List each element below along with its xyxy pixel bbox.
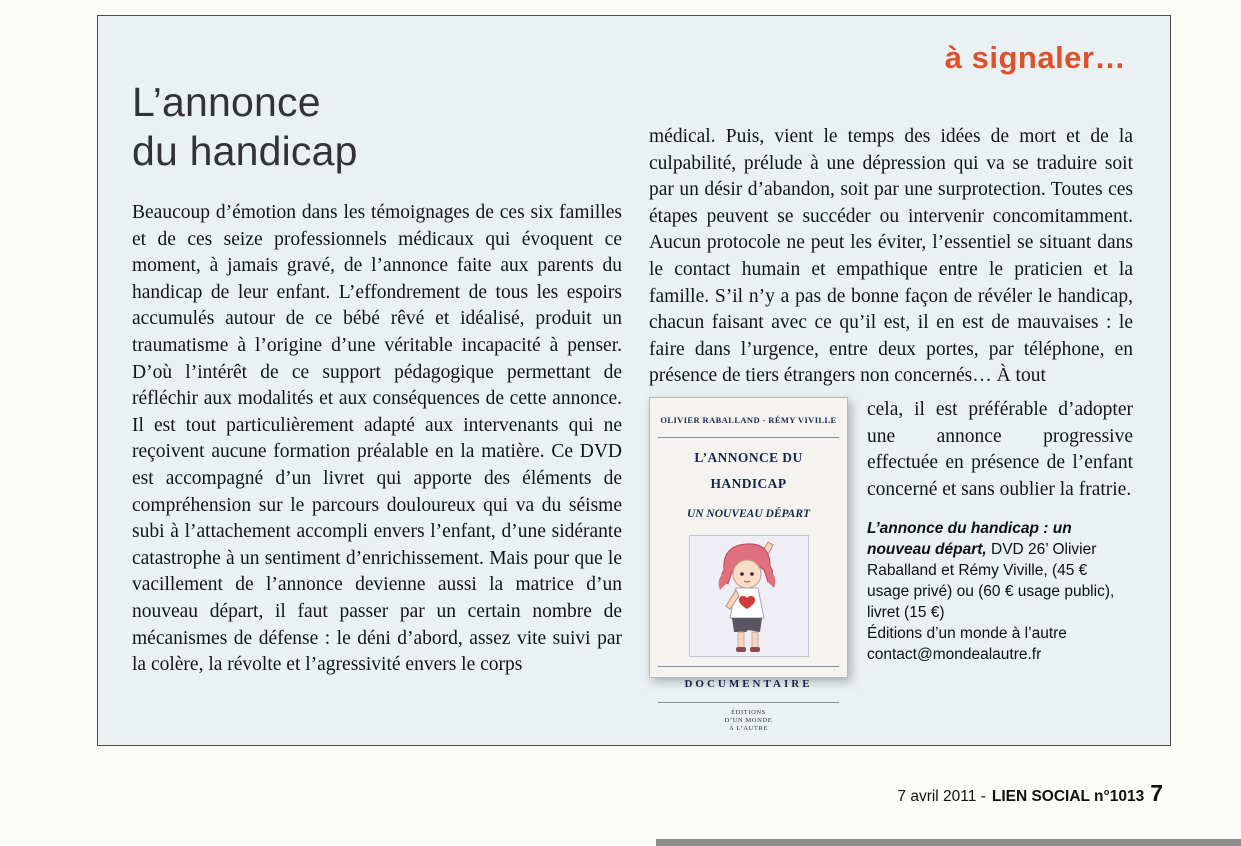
dvd-publisher-line3: À L’AUTRE — [729, 724, 768, 732]
dvd-authors: OLIVIER RABALLAND - RÉMY VIVILLE — [658, 407, 839, 438]
caption-publisher: Éditions d’un monde à l’autre — [867, 625, 1067, 643]
dvd-subtitle: UN NOUVEAU DÉPART — [686, 507, 811, 520]
footer-page-number: 7 — [1150, 780, 1163, 806]
caption-email: contact@mondealautre.fr — [867, 646, 1042, 664]
scan-edge-artifact — [656, 839, 1241, 846]
wrapped-text-and-caption — [867, 397, 1133, 678]
caption-main — [867, 518, 1133, 623]
manga-girl-icon — [694, 536, 804, 656]
article-paragraph-right-wrapped: cela, il est préférable d’adopter une annonce progressive effectuée en présence de l’enfant concerné et sans oublier la fratrie. — [867, 398, 1133, 500]
dvd-and-caption-row — [649, 397, 1133, 732]
dvd-cover — [649, 397, 848, 732]
dvd-publisher-line2: D’UN MONDE — [724, 716, 773, 724]
dvd-genre: DOCUMENTAIRE — [658, 666, 839, 703]
article-column-right — [649, 124, 1133, 732]
article-paragraph-left: Beaucoup d’émotion dans les témoignages de ces six familles et de ces seize professionnels médicaux qui évoquent ce moment, à jamais gravé, de l’annonce faite aux parents du handicap de leur enfant. L’effondrement de tous les espoirs accumulés autour de ce bébé rêvé et idéalisé, produit un traumatisme à l’origine d’une véritable incapacité à penser. D’où l’intérêt de ce support pédagogique permettant de réfléchir aux modalités et aux conséquences de cette annonce. Il est tout particulièrement adapté aux intervenants qui ne reçoivent aucune formation préalable en la matière. Ce DVD est accompagné d’un livret qui apporte des éléments de compréhension sur le parcours douloureux qui va du séisme subi à l’attachement accompli envers l’enfant, d’une sidérante catastrophe à un sentiment d’enrichissement. Mais pour que le vacillement de l’annonce devienne aussi la matrice d’un nouveau départ, il faut passer par un certain nombre de mécanismes de défense : le déni d’abord, assez vite suivi par la colère, la révolte et l’agressivité envers le corps — [132, 202, 622, 676]
dvd-caption — [867, 518, 1133, 665]
article-column-left — [132, 200, 622, 679]
caption-title: L’annonce du handicap : un nouveau départ, — [867, 520, 1072, 559]
article-title-line1: L’annonce — [132, 79, 321, 125]
dvd-title: L’ANNONCE DU HANDICAP — [694, 449, 803, 492]
magazine-page-panel — [97, 15, 1171, 746]
page-footer — [897, 780, 1163, 807]
article-title — [132, 78, 358, 176]
footer-journal: LIEN SOCIAL n°1013 — [991, 788, 1145, 805]
dvd-publisher-line1: ÉDITIONS — [731, 708, 766, 716]
footer-date: 7 avril 2011 - — [897, 788, 986, 805]
dvd-publisher-logo — [725, 709, 773, 733]
article-title-line2: du handicap — [132, 128, 358, 174]
caption-details: DVD 26’ Olivier Raballand et Rémy Viville, (45 € usage privé) ou (60 € usage public), livret (15 €) — [867, 541, 1115, 622]
dvd-cover-illustration — [689, 535, 809, 657]
section-label: à signaler… — [944, 40, 1126, 75]
article-paragraph-right-top: médical. Puis, vient le temps des idées de mort et de la culpabilité, prélude à une dépression qui va se traduire soit par un désir d’abandon, soit par une surprotection. Toutes ces étapes peuvent se succéder ou intervenir concomitamment. Aucun protocole ne peut les éviter, l’essentiel se situant dans le contact humain et empathique entre le praticien et la famille. S’il n’y a pas de bonne façon de révéler le handicap, chacun faisant avec ce qu’il est, il en est de mauvaises : le faire dans l’urgence, entre deux portes, par téléphone, en présence de tiers étrangers non concernés… À tout — [649, 126, 1133, 387]
